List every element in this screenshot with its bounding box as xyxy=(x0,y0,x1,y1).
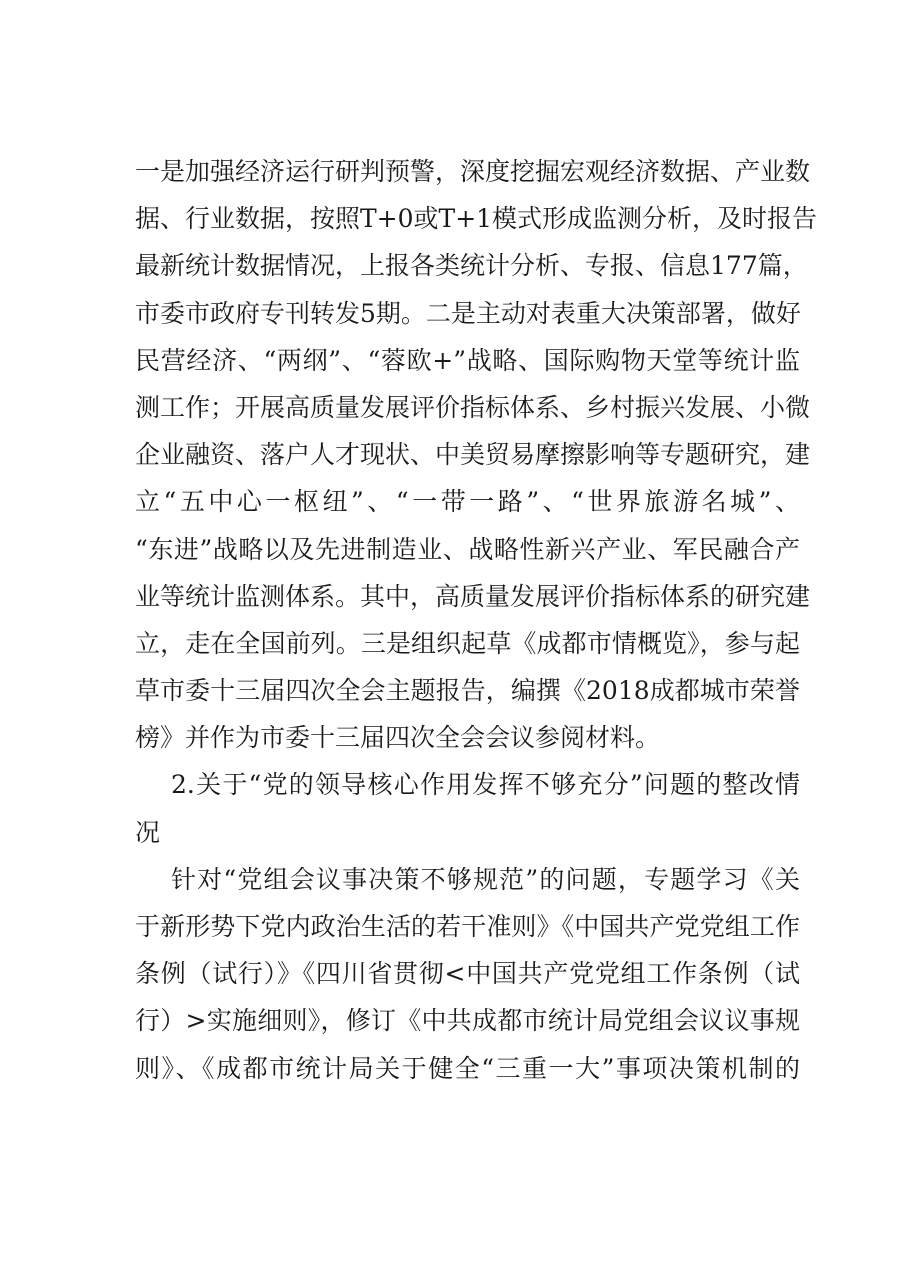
text-line: 民营经济、“两纲”、“蓉欧+”战略、国际购物天堂等统计监 xyxy=(135,345,800,375)
text-line: 行）>实施细则》，修订《中共成都市统计局党组会议议事规 xyxy=(135,1006,800,1036)
text-line: 草市委十三届四次全会主题报告，编撰《2018成都城市荣誉 xyxy=(135,676,800,706)
text-line: 立，走在全国前列。三是组织起草《成都市情概览》，参与起 xyxy=(135,628,800,658)
text-line: 市委市政府专刊转发5期。二是主动对表重大决策部署，做好 xyxy=(135,298,801,328)
document-body xyxy=(135,148,818,1092)
text-line: 则》、《成都市统计局关于健全“三重一大”事项决策机制的 xyxy=(135,1053,800,1083)
text-line-paragraph-start: 针对“党组会议事决策不够规范”的问题，专题学习《关 xyxy=(171,864,800,894)
text-line: 条例（试行）》《四川省贯彻<中国共产党党组工作条例（试 xyxy=(135,959,800,989)
text-line: 测工作；开展高质量发展评价指标体系、乡村振兴发展、小微 xyxy=(135,392,811,422)
text-line: 立“五中心一枢纽”、“一带一路”、“世界旅游名城”、 xyxy=(135,487,800,517)
text-line: 最新统计数据情况，上报各类统计分析、专报、信息177篇， xyxy=(135,251,808,281)
section-heading-line: 2.关于“党的领导核心作用发挥不够充分”问题的整改情 xyxy=(171,770,800,800)
text-line: 据、行业数据，按照T+0或T+1模式形成监测分析，及时报告 xyxy=(135,204,818,234)
section-heading-line-end: 况 xyxy=(135,817,161,847)
text-line: 企业融资、落户人才现状、中美贸易摩擦影响等专题研究，建 xyxy=(135,440,811,470)
text-line: 业等统计监测体系。其中，高质量发展评价指标体系的研究建 xyxy=(135,581,811,611)
text-line: “东进”战略以及先进制造业、战略性新兴产业、军民融合产 xyxy=(135,534,800,564)
text-line: 于新形势下党内政治生活的若干准则》《中国共产党党组工作 xyxy=(135,912,800,941)
text-line-paragraph-end: 榜》并作为市委十三届四次全会会议参阅材料。 xyxy=(135,723,661,753)
text-line: 一是加强经济运行研判预警，深度挖掘宏观经济数据、产业数 xyxy=(135,157,811,186)
